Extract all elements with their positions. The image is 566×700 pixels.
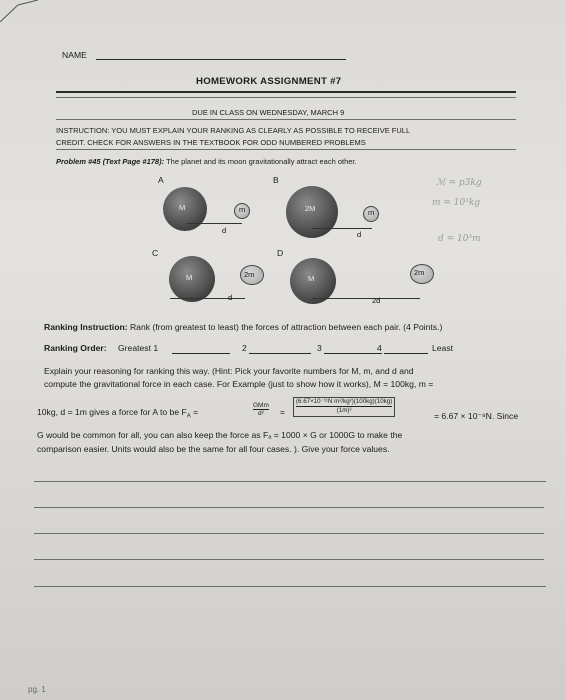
distance-B-label: d	[357, 230, 362, 239]
moon-D-label: 2m	[414, 268, 425, 277]
problem-text: The planet and its moon gravitationally attract each other.	[166, 157, 357, 166]
numeric-fraction	[293, 397, 395, 417]
problem-label: Problem #45 (Text Page #178):	[56, 157, 165, 166]
instruction-line-1: INSTRUCTION: YOU MUST EXPLAIN YOUR RANKING AS CLEARLY AS POSSIBLE TO RECEIVE FULL	[56, 126, 411, 135]
rank-2-blank[interactable]	[249, 353, 311, 354]
handwritten-note-3: d = 10³m	[438, 234, 481, 244]
planet-A-label: M	[179, 203, 186, 212]
handwritten-note-1: ℳ = p3kg	[436, 178, 482, 188]
equals-sign-1: =	[190, 407, 199, 417]
ranking-order-label: Ranking Order:	[44, 343, 107, 353]
rank-3-number: 3	[317, 343, 322, 353]
ranking-instruction-text: Rank (from greatest to least) the forces of attraction between each pair. (4 Points.)	[129, 322, 443, 332]
distance-A-label: d	[222, 226, 227, 235]
numeric-denominator: (1m)²	[296, 406, 392, 415]
rank-3-blank[interactable]	[324, 353, 382, 354]
force-result: = 6.67 × 10⁻⁸N. Since	[434, 411, 519, 421]
rank-2-number: 2	[242, 343, 247, 353]
due-rule	[56, 119, 516, 120]
handwritten-note-2: m = 10³kg	[432, 198, 481, 208]
distance-line-A	[187, 223, 242, 224]
name-field-line[interactable]	[96, 59, 346, 60]
answer-line-1[interactable]	[34, 481, 546, 482]
distance-D-label: 2d	[372, 296, 381, 305]
planet-D-label: M	[308, 274, 315, 283]
moon-B-label: m	[368, 208, 375, 217]
moon-C-label: 2m	[244, 270, 255, 279]
distance-line-C	[170, 298, 245, 299]
page-number: pg. 1	[28, 685, 46, 694]
ranking-greatest: Greatest 1	[118, 343, 159, 353]
gmm-numerator: GMm	[253, 402, 269, 409]
page-corner-fold	[0, 0, 40, 22]
distance-C-label: d	[228, 293, 233, 302]
numeric-numerator: (6.67×10⁻¹¹N m²/kg²)(100kg)(10kg)	[296, 398, 393, 405]
explain-line-1: Explain your reasoning for ranking this way. (Hint: Pick your favorite numbers for M, m, and d and	[44, 366, 414, 376]
due-date: DUE IN CLASS ON WEDNESDAY, MARCH 9	[192, 108, 345, 117]
explain-line-2: compute the gravitational force in each case. For Example (just to show how it works), M = 100kg, m =	[44, 379, 434, 389]
page-title: HOMEWORK ASSIGNMENT #7	[196, 76, 342, 87]
label-C: C	[152, 248, 159, 258]
explain-line-4: G would be common for all, you can also keep the force as Fₐ = 1000 × G or 1000G to make the	[37, 430, 403, 440]
answer-line-3[interactable]	[34, 533, 544, 534]
gmm-denominator: d²	[253, 409, 269, 417]
gmm-fraction	[253, 402, 269, 417]
explain-line-3: 10kg, d = 1m gives a force for A to be F	[37, 407, 187, 417]
ranking-instruction-label: Ranking Instruction:	[44, 322, 128, 332]
distance-line-D	[312, 298, 420, 299]
instruction-rule	[56, 149, 516, 150]
title-rule	[56, 91, 516, 93]
moon-A-label: m	[239, 205, 246, 214]
answer-line-2[interactable]	[34, 507, 544, 508]
name-label: NAME	[62, 50, 87, 60]
label-B: B	[273, 175, 279, 185]
rank-1-blank[interactable]	[172, 353, 230, 354]
rank-4-blank[interactable]	[384, 353, 428, 354]
answer-line-4[interactable]	[34, 559, 544, 560]
planet-B-label: 2M	[305, 204, 316, 213]
ranking-least: Least	[432, 343, 454, 353]
instruction-line-2: CREDIT. CHECK FOR ANSWERS IN THE TEXTBOOK FOR ODD NUMBERED PROBLEMS	[56, 138, 366, 147]
planet-C-label: M	[186, 273, 193, 282]
answer-line-5[interactable]	[34, 586, 546, 587]
explain-line-5: comparison easier. Units would also be the same for all four cases. ). Give your force values.	[37, 444, 390, 454]
title-rule-2	[56, 97, 516, 98]
label-D: D	[277, 248, 284, 258]
equals-sign-2: =	[280, 407, 286, 417]
rank-4-number: 4	[377, 343, 382, 353]
force-subscript: A	[186, 413, 191, 420]
distance-line-B	[312, 228, 372, 229]
label-A: A	[158, 175, 164, 185]
